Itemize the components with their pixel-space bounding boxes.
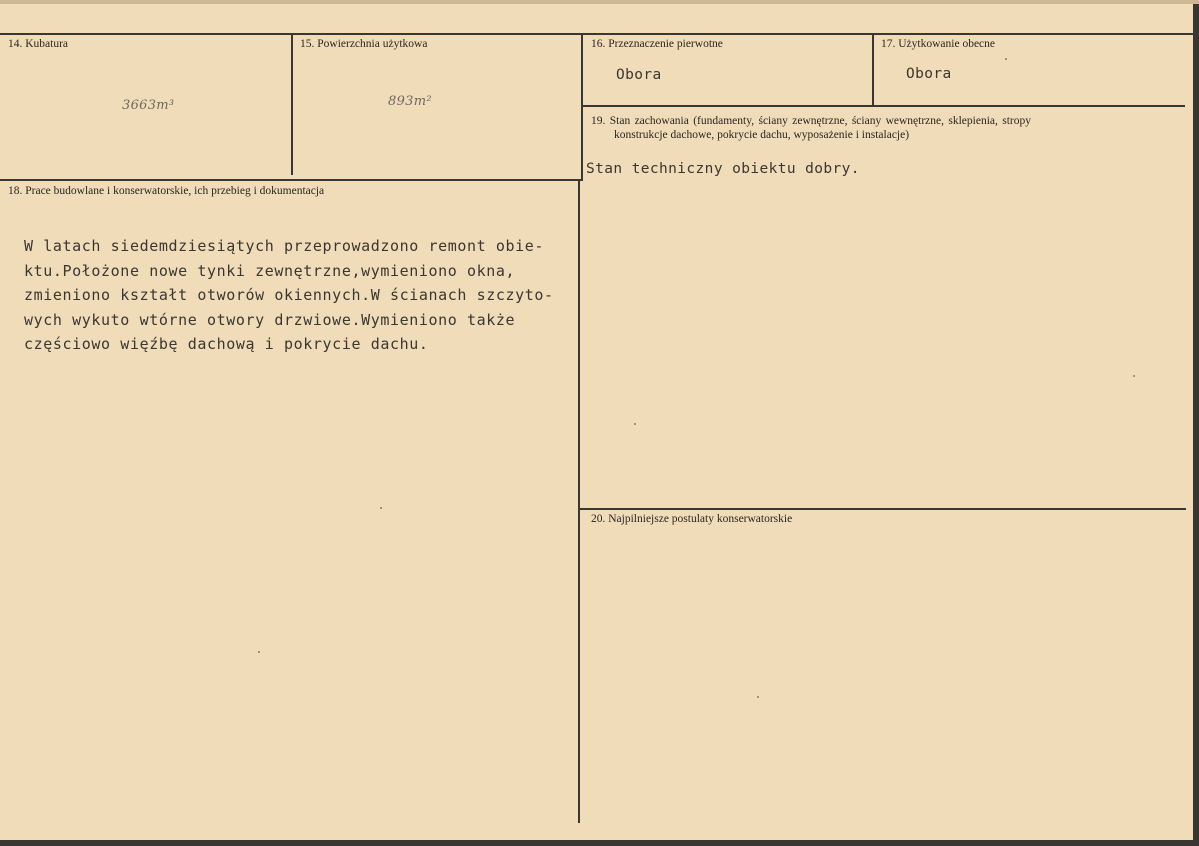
- divider-15-16: [581, 35, 583, 181]
- prace-line-2: ktu.Położone nowe tynki zewnętrzne,wymieniono okna,: [24, 261, 516, 280]
- kubatura-label: 14. Kubatura: [8, 38, 69, 50]
- divider-14-15: [291, 35, 293, 175]
- powierzchnia-value: 893m²: [388, 94, 432, 109]
- rule-above-19: [583, 105, 1185, 107]
- prace-label: 18. Prace budowlane i konserwatorskie, ich przebieg i dokumentacja: [8, 185, 325, 197]
- prace-line-5: częściowo więźbę dachową i pokrycie dachu.: [24, 335, 429, 354]
- paper-speck: [1005, 58, 1007, 60]
- paper-speck: [634, 423, 636, 425]
- przeznaczenie-value: Obora: [616, 67, 662, 83]
- paper-speck: [380, 507, 382, 509]
- card-top-edge: [0, 0, 1199, 4]
- stan-label-line1: 19. Stan zachowania (fundamenty, ściany zewnętrzne, ściany wewnętrzne, sklepienia, stropy: [591, 115, 1032, 127]
- top-rule: [0, 33, 1193, 35]
- paper-speck: [1133, 375, 1135, 377]
- przeznaczenie-label: 16. Przeznaczenie pierwotne: [591, 38, 723, 50]
- divider-16-17: [872, 35, 874, 105]
- uzytkowanie-label: 17. Użytkowanie obecne: [881, 38, 996, 50]
- stan-value: Stan techniczny obiektu dobry.: [586, 161, 860, 177]
- paper-speck: [258, 651, 260, 653]
- kubatura-value: 3663m³: [122, 98, 175, 113]
- prace-line-3: zmieniono kształt otworów okiennych.W ścianach szczyto-: [24, 286, 554, 305]
- paper-speck: [757, 696, 759, 698]
- prace-line-4: wych wykuto wtórne otwory drzwiowe.Wymieniono także: [24, 310, 516, 329]
- rule-above-18: [0, 179, 583, 181]
- postulaty-label: 20. Najpilniejsze postulaty konserwatorskie: [591, 513, 793, 525]
- prace-line-1: W latach siedemdziesiątych przeprowadzono remont obie-: [24, 237, 545, 255]
- main-vertical-divider: [578, 181, 580, 823]
- rule-above-20: [580, 508, 1186, 510]
- uzytkowanie-value: Obora: [906, 66, 952, 82]
- powierzchnia-label: 15. Powierzchnia użytkowa: [300, 38, 428, 50]
- stan-label-line2: konstrukcje dachowe, pokrycie dachu, wyposażenie i instalacje): [614, 129, 910, 141]
